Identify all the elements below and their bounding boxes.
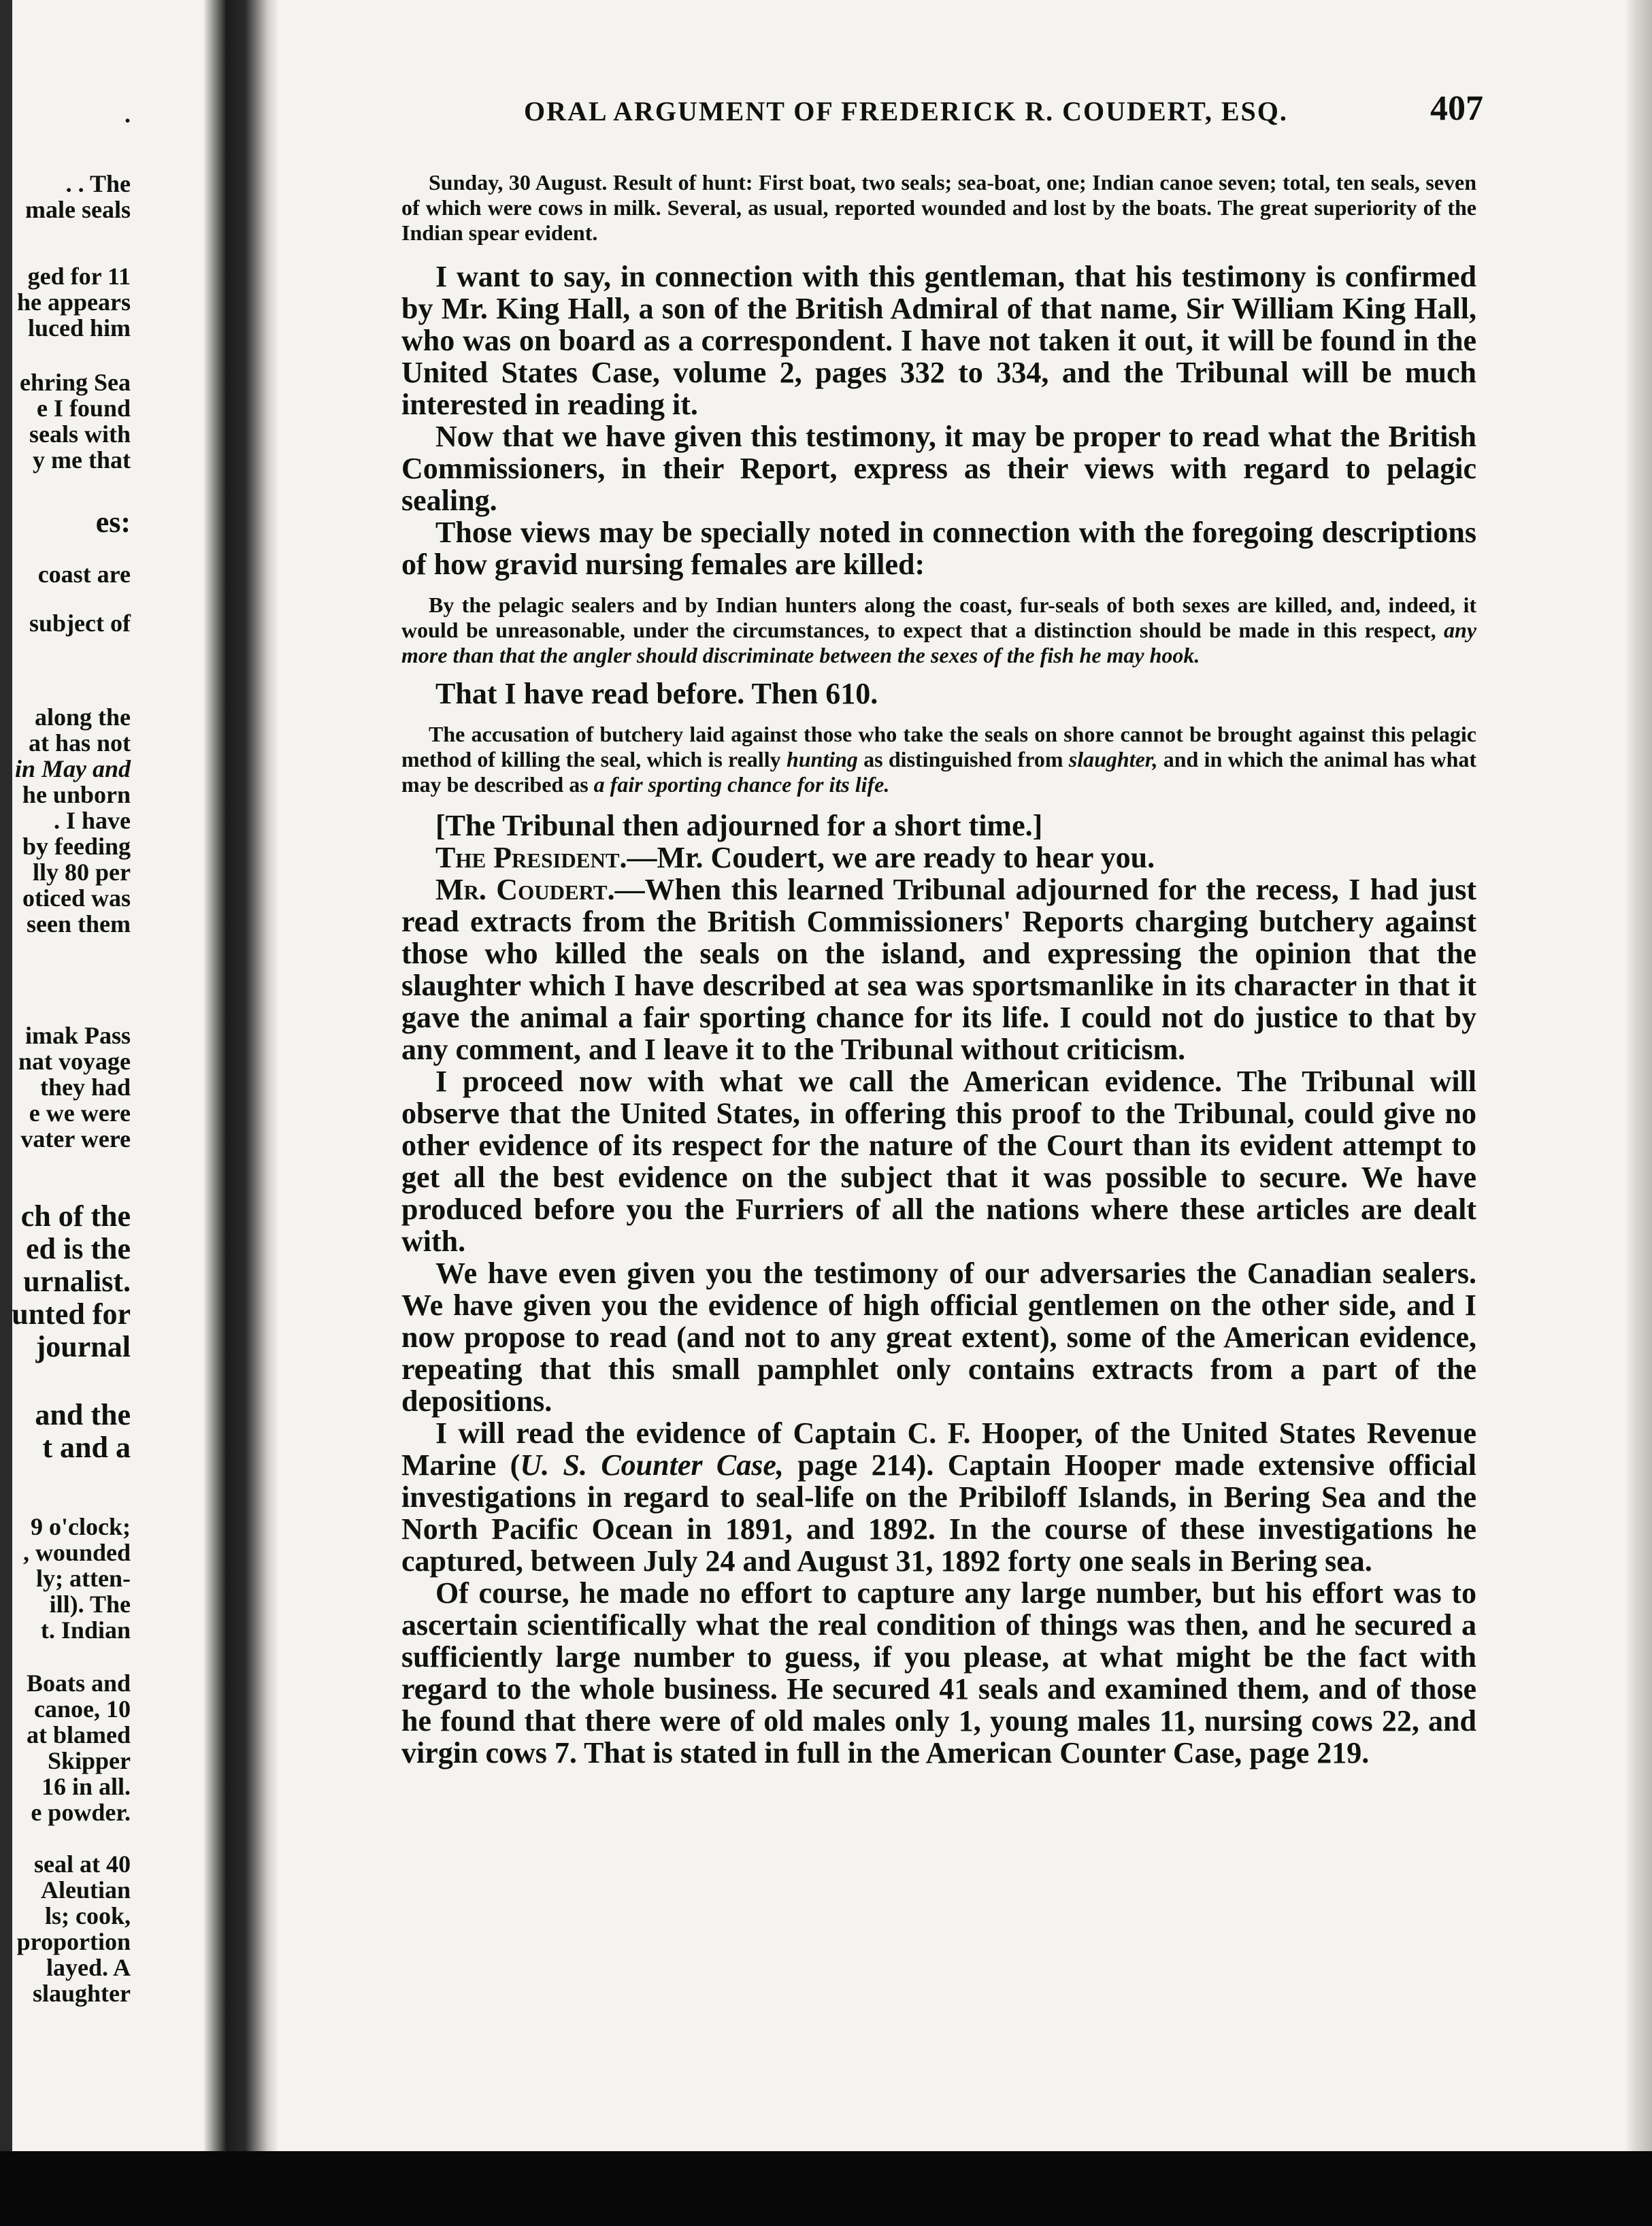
- quote-italic: hunting: [786, 747, 858, 771]
- quote-italic: a fair sporting chance for its life.: [593, 772, 890, 797]
- speaker-text: —Mr. Coudert, we are ready to hear you.: [627, 841, 1155, 874]
- left-line: subject of: [29, 610, 131, 637]
- left-line: ch of the: [20, 1199, 131, 1233]
- paragraph-seal-count: Of course, he made no effort to capture any large number, but his effort was to ascertain scientifically what the real condition of things was then, and he secured a sufficiently large number to guess, if you please, at what might be the fact with regard to the whole business. He secured 41 seals and examined them, and of those he found that there were of old males only 1, young males 11, nursing cows 22, and virgin cows 7. That is stated in full in the American Counter Case, page 219.: [401, 1576, 1476, 1770]
- left-line: seals with: [29, 420, 131, 448]
- paragraph-president: [401, 842, 1476, 874]
- left-page-fragment: [0, 0, 204, 2157]
- left-line: e we were: [29, 1099, 131, 1127]
- left-line: ged for 11: [27, 263, 131, 290]
- quote-butchery: [401, 722, 1476, 797]
- speaker-name: The President.: [435, 841, 627, 874]
- running-head: ORAL ARGUMENT OF FREDERICK R. COUDERT, ESQ.: [524, 96, 1288, 127]
- paragraph-text: page 214). Captain Hooper made extensive official investigations in regard to seal-life on the Pribiloff Islands, in Bering Sea and the North Pacific Ocean in 1891, and 1892. In the course of these investigations he captured, between July 24 and August 31, 1892 forty one seals in Bering sea.: [401, 1448, 1476, 1578]
- left-line: ehring Sea: [19, 369, 131, 396]
- left-line: in May and: [14, 755, 131, 782]
- paragraph-italic: U. S. Counter Case,: [520, 1448, 784, 1482]
- left-line: at blamed: [27, 1721, 131, 1748]
- quote-text: By the pelagic sealers and by Indian hunters along the coast, fur-seals of both sexes are killed, and, indeed, it would be unreasonable, under the circumstances, to expect that a distinction should be made in this respect,: [401, 593, 1476, 642]
- left-line: ed is the: [26, 1232, 131, 1265]
- left-line: luced him: [27, 314, 131, 342]
- speaker-name: Mr. Coudert.: [435, 873, 615, 906]
- paragraph-commissioners: Now that we have given this testimony, it may be proper to read what the British Commissioners, in their Report, express as their views with regard to pelagic sealing.: [401, 420, 1476, 517]
- left-line: Aleutian: [40, 1876, 131, 1904]
- left-line: vater were: [20, 1125, 131, 1152]
- paragraph-read-before: That I have read before. Then 610.: [435, 677, 878, 710]
- left-line: and the: [35, 1398, 131, 1431]
- left-line: seal at 40: [34, 1850, 131, 1878]
- left-line: e I found: [36, 395, 131, 422]
- left-line: along the: [34, 703, 131, 731]
- left-line: t. Indian: [40, 1616, 131, 1644]
- left-line: he appears: [16, 288, 131, 316]
- quote-hunt-result: Sunday, 30 August. Result of hunt: First boat, two seals; sea-boat, one; Indian canoe seven; total, ten seals, seven of which were cows in milk. Several, as usual, reported wounded and lost by the boats. The great superiority of the Indian spear evident.: [401, 170, 1476, 245]
- left-line: , wounded: [22, 1539, 131, 1566]
- paragraph-hooper: [401, 1417, 1476, 1577]
- left-line: by feeding: [22, 833, 131, 860]
- quote-text: The accusation of butchery laid against those who take the seals on shore cannot be brought against this pelagic method of killing the seal, which is really: [401, 722, 1476, 771]
- left-line: coast are: [37, 561, 131, 588]
- page-header: [401, 88, 1483, 143]
- left-line: .: [125, 101, 131, 128]
- left-line: he unborn: [22, 781, 131, 808]
- paragraph-king-hall: I want to say, in connection with this gentleman, that his testimony is confirmed by Mr. King Hall, a son of the British Admiral of that name, Sir William King Hall, who was on board as a correspondent. I have not taken it out, it will be found in the United States Case, volume 2, pages 332 to 334, and the Tribunal will be much interested in reading it.: [401, 260, 1476, 421]
- quote-italic: slaughter,: [1068, 747, 1158, 771]
- page-edge: [1625, 0, 1652, 2157]
- left-line: Skipper: [47, 1747, 131, 1774]
- left-line: y me that: [33, 446, 131, 474]
- page-number: 407: [1430, 89, 1483, 128]
- left-line: . I have: [53, 807, 131, 834]
- left-line: lly 80 per: [33, 859, 131, 886]
- scan-bottom-strip: [0, 2151, 1652, 2226]
- left-line: . . The: [65, 170, 131, 197]
- paragraph-views: Those views may be specially noted in connection with the foregoing descriptions of how gravid nursing females are killed:: [401, 516, 1476, 581]
- left-line: layed. A: [46, 1954, 131, 1981]
- left-line: seen them: [27, 910, 131, 937]
- left-line: imak Pass: [24, 1022, 131, 1049]
- left-line: male seals: [25, 196, 131, 223]
- left-line: Boats and: [26, 1670, 131, 1697]
- quote-text: as distinguished from: [863, 747, 1063, 771]
- left-line: ill). The: [49, 1591, 131, 1618]
- left-line: 9 o'clock;: [31, 1513, 131, 1540]
- paragraph-text: I will read the evidence of Captain C. F. Hooper, of the United States Revenue Marine (: [401, 1416, 1476, 1482]
- left-line: urnalist.: [23, 1265, 131, 1298]
- left-line: slaughter: [33, 1980, 131, 2007]
- left-line: unted for: [12, 1297, 131, 1331]
- left-line: nat voyage: [18, 1048, 131, 1075]
- left-line: they had: [39, 1074, 131, 1101]
- left-line: t and a: [42, 1431, 131, 1464]
- left-line: ly; atten-: [36, 1565, 131, 1592]
- left-line: e powder.: [31, 1799, 131, 1826]
- left-line: proportion: [16, 1928, 131, 1955]
- quote-italic: any more than that the angler should discriminate between the sexes of the fish he may hook.: [401, 618, 1477, 667]
- quote-pelagic-sealers: [401, 593, 1476, 668]
- paragraph-coudert: [401, 874, 1476, 1065]
- left-line: oticed was: [22, 884, 131, 912]
- paragraph-canadian-sealers: We have even given you the testimony of our adversaries the Canadian sealers. We have given you the evidence of high official gentlemen on the other side, and I now propose to read (and not to any great extent), some of the American evidence, repeating that this small pamphlet only contains extracts from a part of the depositions.: [401, 1257, 1476, 1418]
- speaker-text: —When this learned Tribunal adjourned for the recess, I had just read extracts from the British Commissioners' Reports charging butchery against those who killed the seals on the island, and expressing the opinion that the slaughter which I have described at sea was sportsmanlike in its character in that it gave the animal a fair sporting chance for its life. I could not do justice to that by any comment, and I leave it to the Tribunal without criticism.: [401, 873, 1476, 1066]
- left-line: canoe, 10: [34, 1695, 131, 1723]
- left-line: ls; cook,: [45, 1902, 131, 1929]
- left-line: es:: [95, 505, 131, 539]
- left-line: journal: [35, 1330, 131, 1363]
- left-line: at has not: [28, 729, 131, 757]
- paragraph-adjourned: [The Tribunal then adjourned for a short time.]: [435, 809, 1043, 842]
- paragraph-american-evidence: I proceed now with what we call the American evidence. The Tribunal will observe that the United States, in offering this proof to the Tribunal, could give no other evidence of its respect for the nature of the Court than its evident attempt to get all the best evidence on the subject that it was possible to secure. We have produced before you the Furriers of all the nations where these articles are dealt with.: [401, 1065, 1476, 1258]
- left-line: 16 in all.: [41, 1773, 131, 1800]
- quote-text: and in which the animal has what may be described as: [401, 747, 1477, 797]
- right-page: [401, 88, 1483, 1770]
- book-gutter: [204, 0, 279, 2157]
